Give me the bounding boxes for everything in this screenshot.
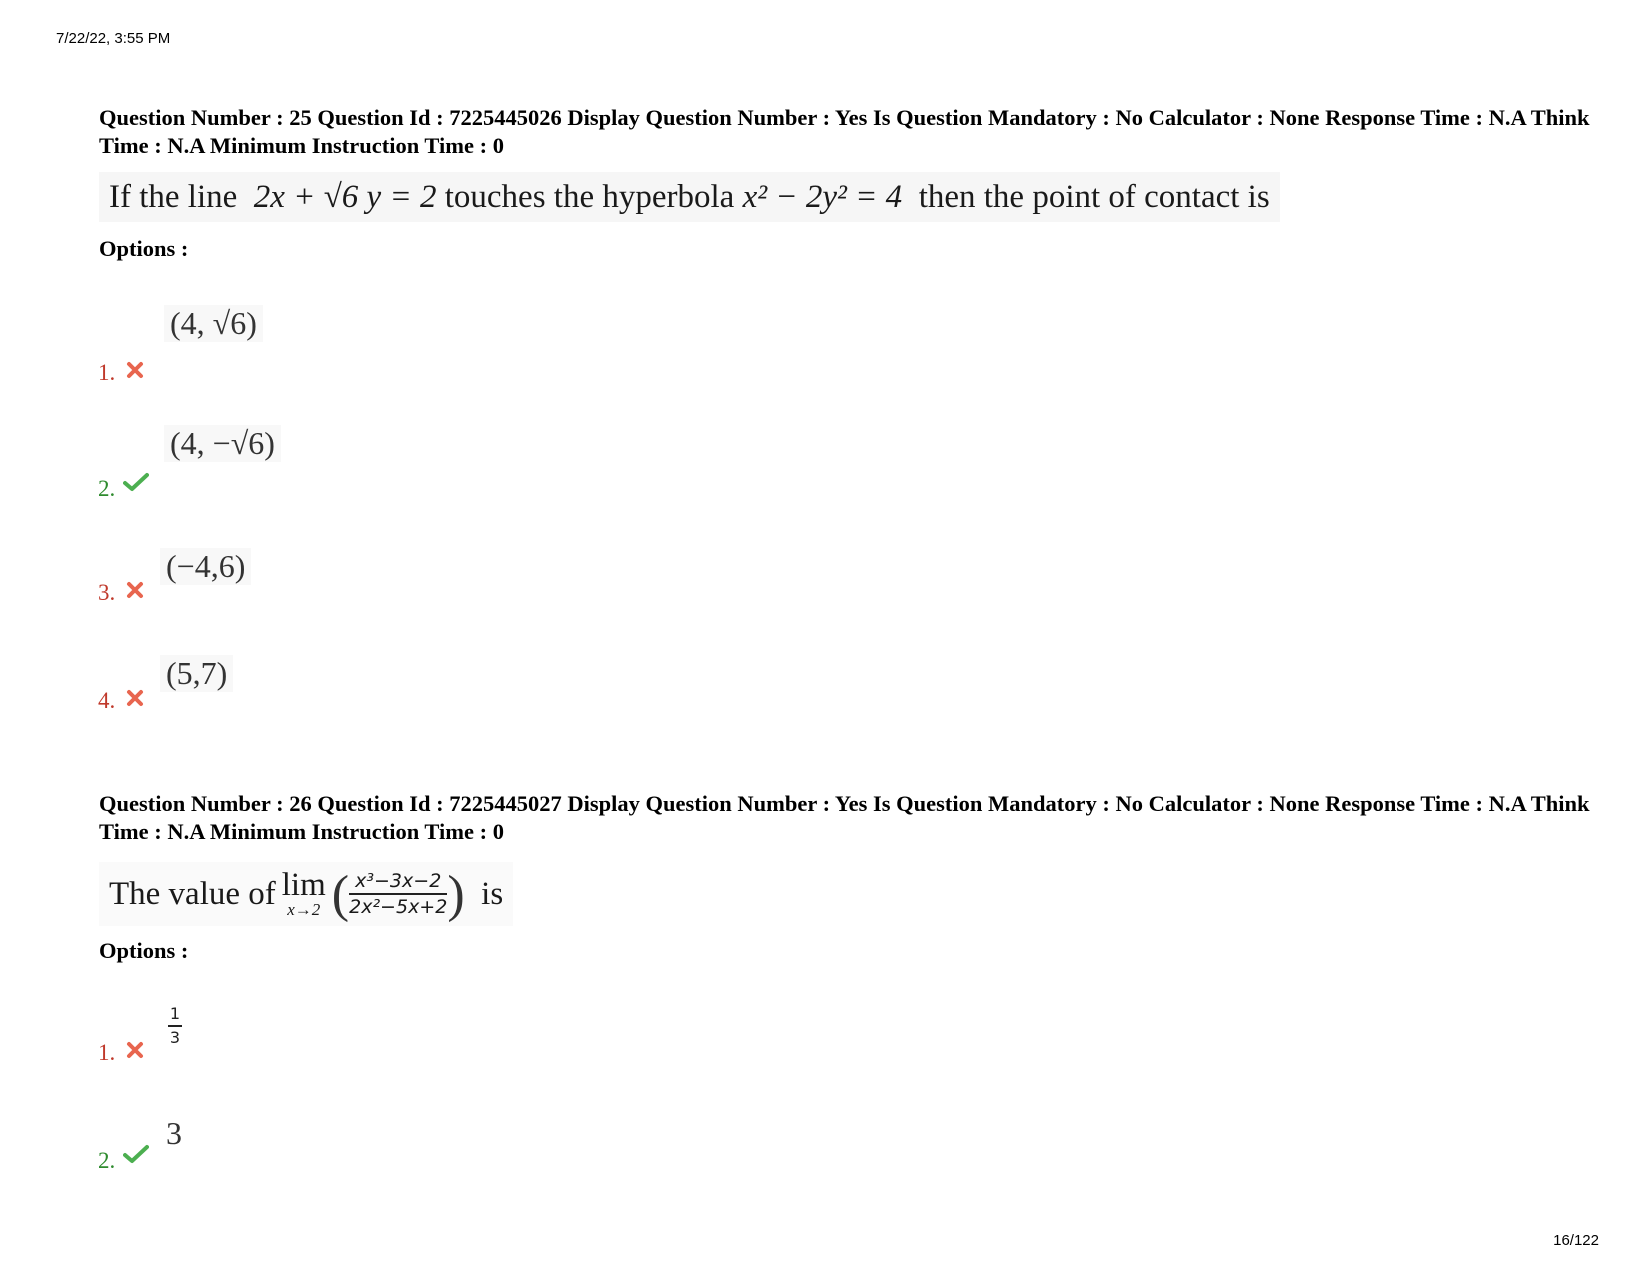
left-paren: ( — [331, 865, 350, 923]
options-label: Options : — [99, 938, 189, 963]
option-2-content: (4, −√6) — [164, 425, 281, 462]
option-3-content: (−4,6) — [160, 548, 251, 585]
page-number: 16/122 — [1553, 1232, 1599, 1249]
fraction-numerator: x³−3x−2 — [355, 870, 442, 892]
stem-suffix: then the point of contact is — [918, 178, 1270, 215]
stem-prefix: If the line — [109, 178, 238, 215]
stem-middle: touches the hyperbola — [444, 178, 735, 215]
limit-label: lim — [281, 867, 326, 903]
fraction-numerator: 1 — [169, 1004, 181, 1023]
question-26-stem — [99, 862, 513, 926]
limit-fraction — [349, 869, 447, 919]
option-4-content: (5,7) — [160, 655, 233, 692]
right-paren: ) — [447, 865, 465, 923]
option-1-content: (4, √6) — [164, 305, 263, 342]
option-1-number: 1. — [98, 1040, 116, 1065]
question-25-stem — [99, 172, 1280, 222]
fraction-denominator: 2x²−5x+2 — [349, 896, 448, 918]
option-fraction — [168, 1003, 182, 1049]
question-26-header: Question Number : 26 Question Id : 7225445027 Display Question Number : Yes Is Question Mandatory : No Calculator : None Response Time : N.A Think Time : N.A Minimum Instruction Time : 0 — [99, 791, 1590, 844]
fraction-denominator: 3 — [169, 1028, 181, 1047]
stem-prefix: The value of — [109, 875, 276, 912]
correct-mark-icon — [123, 472, 149, 492]
stem-equation-hyperbola: x² − 2y² = 4 — [742, 178, 903, 215]
option-3-number: 3. — [98, 580, 116, 605]
wrong-mark-icon — [125, 1040, 145, 1060]
limit-operator — [282, 869, 326, 919]
stem-suffix: is — [481, 875, 504, 912]
options-label: Options : — [99, 236, 189, 261]
option-1-number: 1. — [98, 360, 116, 385]
wrong-mark-icon — [125, 580, 145, 600]
question-25-header: Question Number : 25 Question Id : 7225445026 Display Question Number : Yes Is Question Mandatory : No Calculator : None Response Time : N.A Think Time : N.A Minimum Instruction Time : 0 — [99, 105, 1590, 158]
correct-mark-icon — [123, 1144, 149, 1164]
limit-subscript: x→2 — [287, 900, 321, 919]
option-2-number: 2. — [98, 476, 116, 501]
wrong-mark-icon — [125, 360, 145, 380]
print-timestamp: 7/22/22, 3:55 PM — [56, 30, 171, 47]
option-4-number: 4. — [98, 688, 116, 713]
option-2-number: 2. — [98, 1148, 116, 1173]
wrong-mark-icon — [125, 688, 145, 708]
option-1-content — [168, 990, 182, 1049]
stem-equation-line: 2x + √6 y = 2 — [253, 178, 437, 215]
option-2-content: 3 — [166, 1115, 182, 1151]
